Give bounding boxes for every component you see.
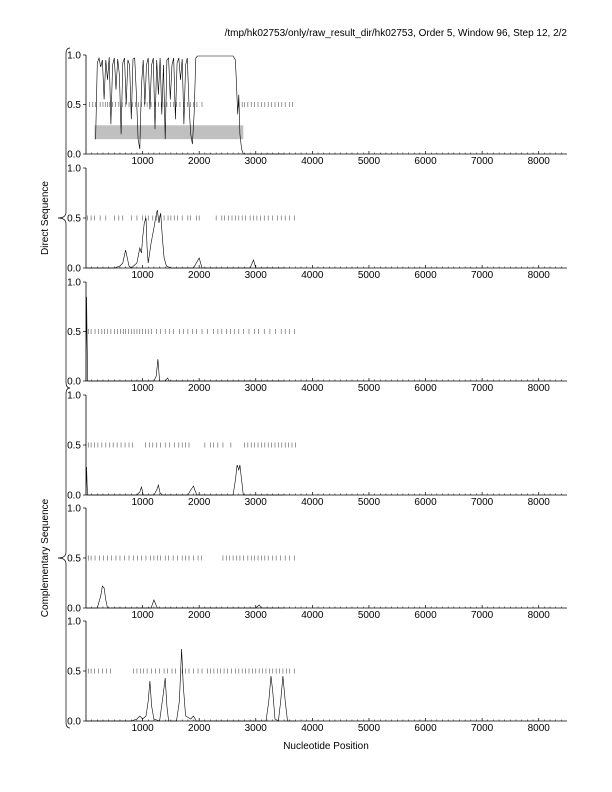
x-tick-label: 4000 xyxy=(301,270,324,281)
x-tick-label: 4000 xyxy=(301,156,324,167)
y-tick-label: 1.0 xyxy=(67,616,81,628)
x-tick-label: 6000 xyxy=(414,383,437,394)
x-tick-label: 4000 xyxy=(301,610,324,621)
y-tick-label: 1.0 xyxy=(67,50,81,62)
x-tick-label: 8000 xyxy=(527,270,550,281)
x-tick-label: 3000 xyxy=(244,723,267,734)
x-tick-label: 7000 xyxy=(470,610,494,621)
x-tick-label: 3000 xyxy=(244,497,267,508)
y-tick-label: 0.5 xyxy=(67,100,81,111)
y-tick-label: 0.5 xyxy=(67,213,81,225)
series-line xyxy=(86,297,284,381)
series-line xyxy=(86,465,284,495)
x-tick-label: 6000 xyxy=(414,497,437,508)
series-line xyxy=(96,56,285,154)
x-tick-label: 3000 xyxy=(244,270,267,281)
x-tick-label: 4000 xyxy=(301,383,324,394)
group-braces xyxy=(40,48,70,728)
x-tick-label: 2000 xyxy=(188,383,211,394)
y-tick-label: 0.0 xyxy=(67,263,81,275)
x-tick-label: 1000 xyxy=(131,610,154,621)
y-tick-label: 1.0 xyxy=(67,390,81,402)
x-tick-label: 4000 xyxy=(301,723,324,734)
y-tick-label: 0.0 xyxy=(67,603,81,615)
x-tick-label: 3000 xyxy=(244,383,267,394)
x-tick-label: 6000 xyxy=(414,270,437,281)
x-tick-label: 2000 xyxy=(188,723,211,734)
y-tick-label: 0.5 xyxy=(67,440,81,452)
x-tick-label: 8000 xyxy=(527,610,550,621)
panel-5 xyxy=(67,504,567,622)
x-tick-label: 5000 xyxy=(357,610,381,621)
x-tick-label: 5000 xyxy=(357,156,381,167)
x-tick-label: 7000 xyxy=(470,383,494,394)
y-tick-label: 0.5 xyxy=(67,553,81,565)
y-tick-label: 0.0 xyxy=(67,716,81,728)
highlight-bar xyxy=(94,125,243,139)
y-tick-label: 0.5 xyxy=(67,666,81,678)
series-line xyxy=(86,649,295,721)
x-tick-label: 1000 xyxy=(131,383,154,394)
panels xyxy=(67,51,567,735)
x-tick-label: 3000 xyxy=(244,610,267,621)
panel-2 xyxy=(67,164,567,282)
x-tick-label: 6000 xyxy=(414,723,437,734)
x-tick-label: 6000 xyxy=(414,610,437,621)
x-tick-label: 7000 xyxy=(470,270,494,281)
panel-4 xyxy=(67,391,567,509)
x-tick-label: 1000 xyxy=(131,156,154,167)
panel-6 xyxy=(67,617,567,735)
y-tick-label: 1.0 xyxy=(67,163,81,175)
x-tick-label: 7000 xyxy=(470,723,494,734)
group-label: Direct Sequence xyxy=(40,181,51,255)
group-label: Complementary Sequence xyxy=(40,498,51,618)
x-axis-title: Nucleotide Position xyxy=(283,741,369,752)
x-tick-label: 2000 xyxy=(188,610,211,621)
x-tick-label: 8000 xyxy=(527,723,550,734)
x-tick-label: 1000 xyxy=(131,270,154,281)
y-tick-label: 1.0 xyxy=(67,277,81,289)
x-tick-label: 1000 xyxy=(131,497,154,508)
x-tick-label: 6000 xyxy=(414,156,437,167)
x-tick-label: 5000 xyxy=(357,270,381,281)
figure-header: /tmp/hk02753/only/raw_result_dir/hk02753, Order 5, Window 96, Step 12, 2/2 xyxy=(224,28,567,39)
x-tick-label: 3000 xyxy=(244,156,267,167)
x-tick-label: 1000 xyxy=(131,723,154,734)
x-tick-label: 8000 xyxy=(527,383,550,394)
x-tick-label: 2000 xyxy=(188,270,211,281)
y-tick-label: 0.0 xyxy=(67,490,81,502)
x-tick-label: 8000 xyxy=(527,497,550,508)
y-tick-label: 0.0 xyxy=(67,149,81,161)
x-tick-label: 2000 xyxy=(188,497,211,508)
x-tick-label: 2000 xyxy=(188,156,211,167)
x-tick-label: 7000 xyxy=(470,156,494,167)
x-tick-label: 8000 xyxy=(527,156,550,167)
x-tick-label: 5000 xyxy=(357,723,381,734)
y-tick-label: 0.0 xyxy=(67,376,81,388)
y-tick-label: 0.5 xyxy=(67,327,81,338)
x-tick-label: 5000 xyxy=(357,383,381,394)
x-tick-label: 7000 xyxy=(470,497,494,508)
y-tick-label: 1.0 xyxy=(67,503,81,515)
panel-3 xyxy=(67,278,567,395)
series-line xyxy=(86,210,284,268)
x-tick-label: 5000 xyxy=(357,497,381,508)
panel-1 xyxy=(67,51,567,168)
x-tick-label: 4000 xyxy=(301,497,324,508)
series-line xyxy=(86,586,284,608)
